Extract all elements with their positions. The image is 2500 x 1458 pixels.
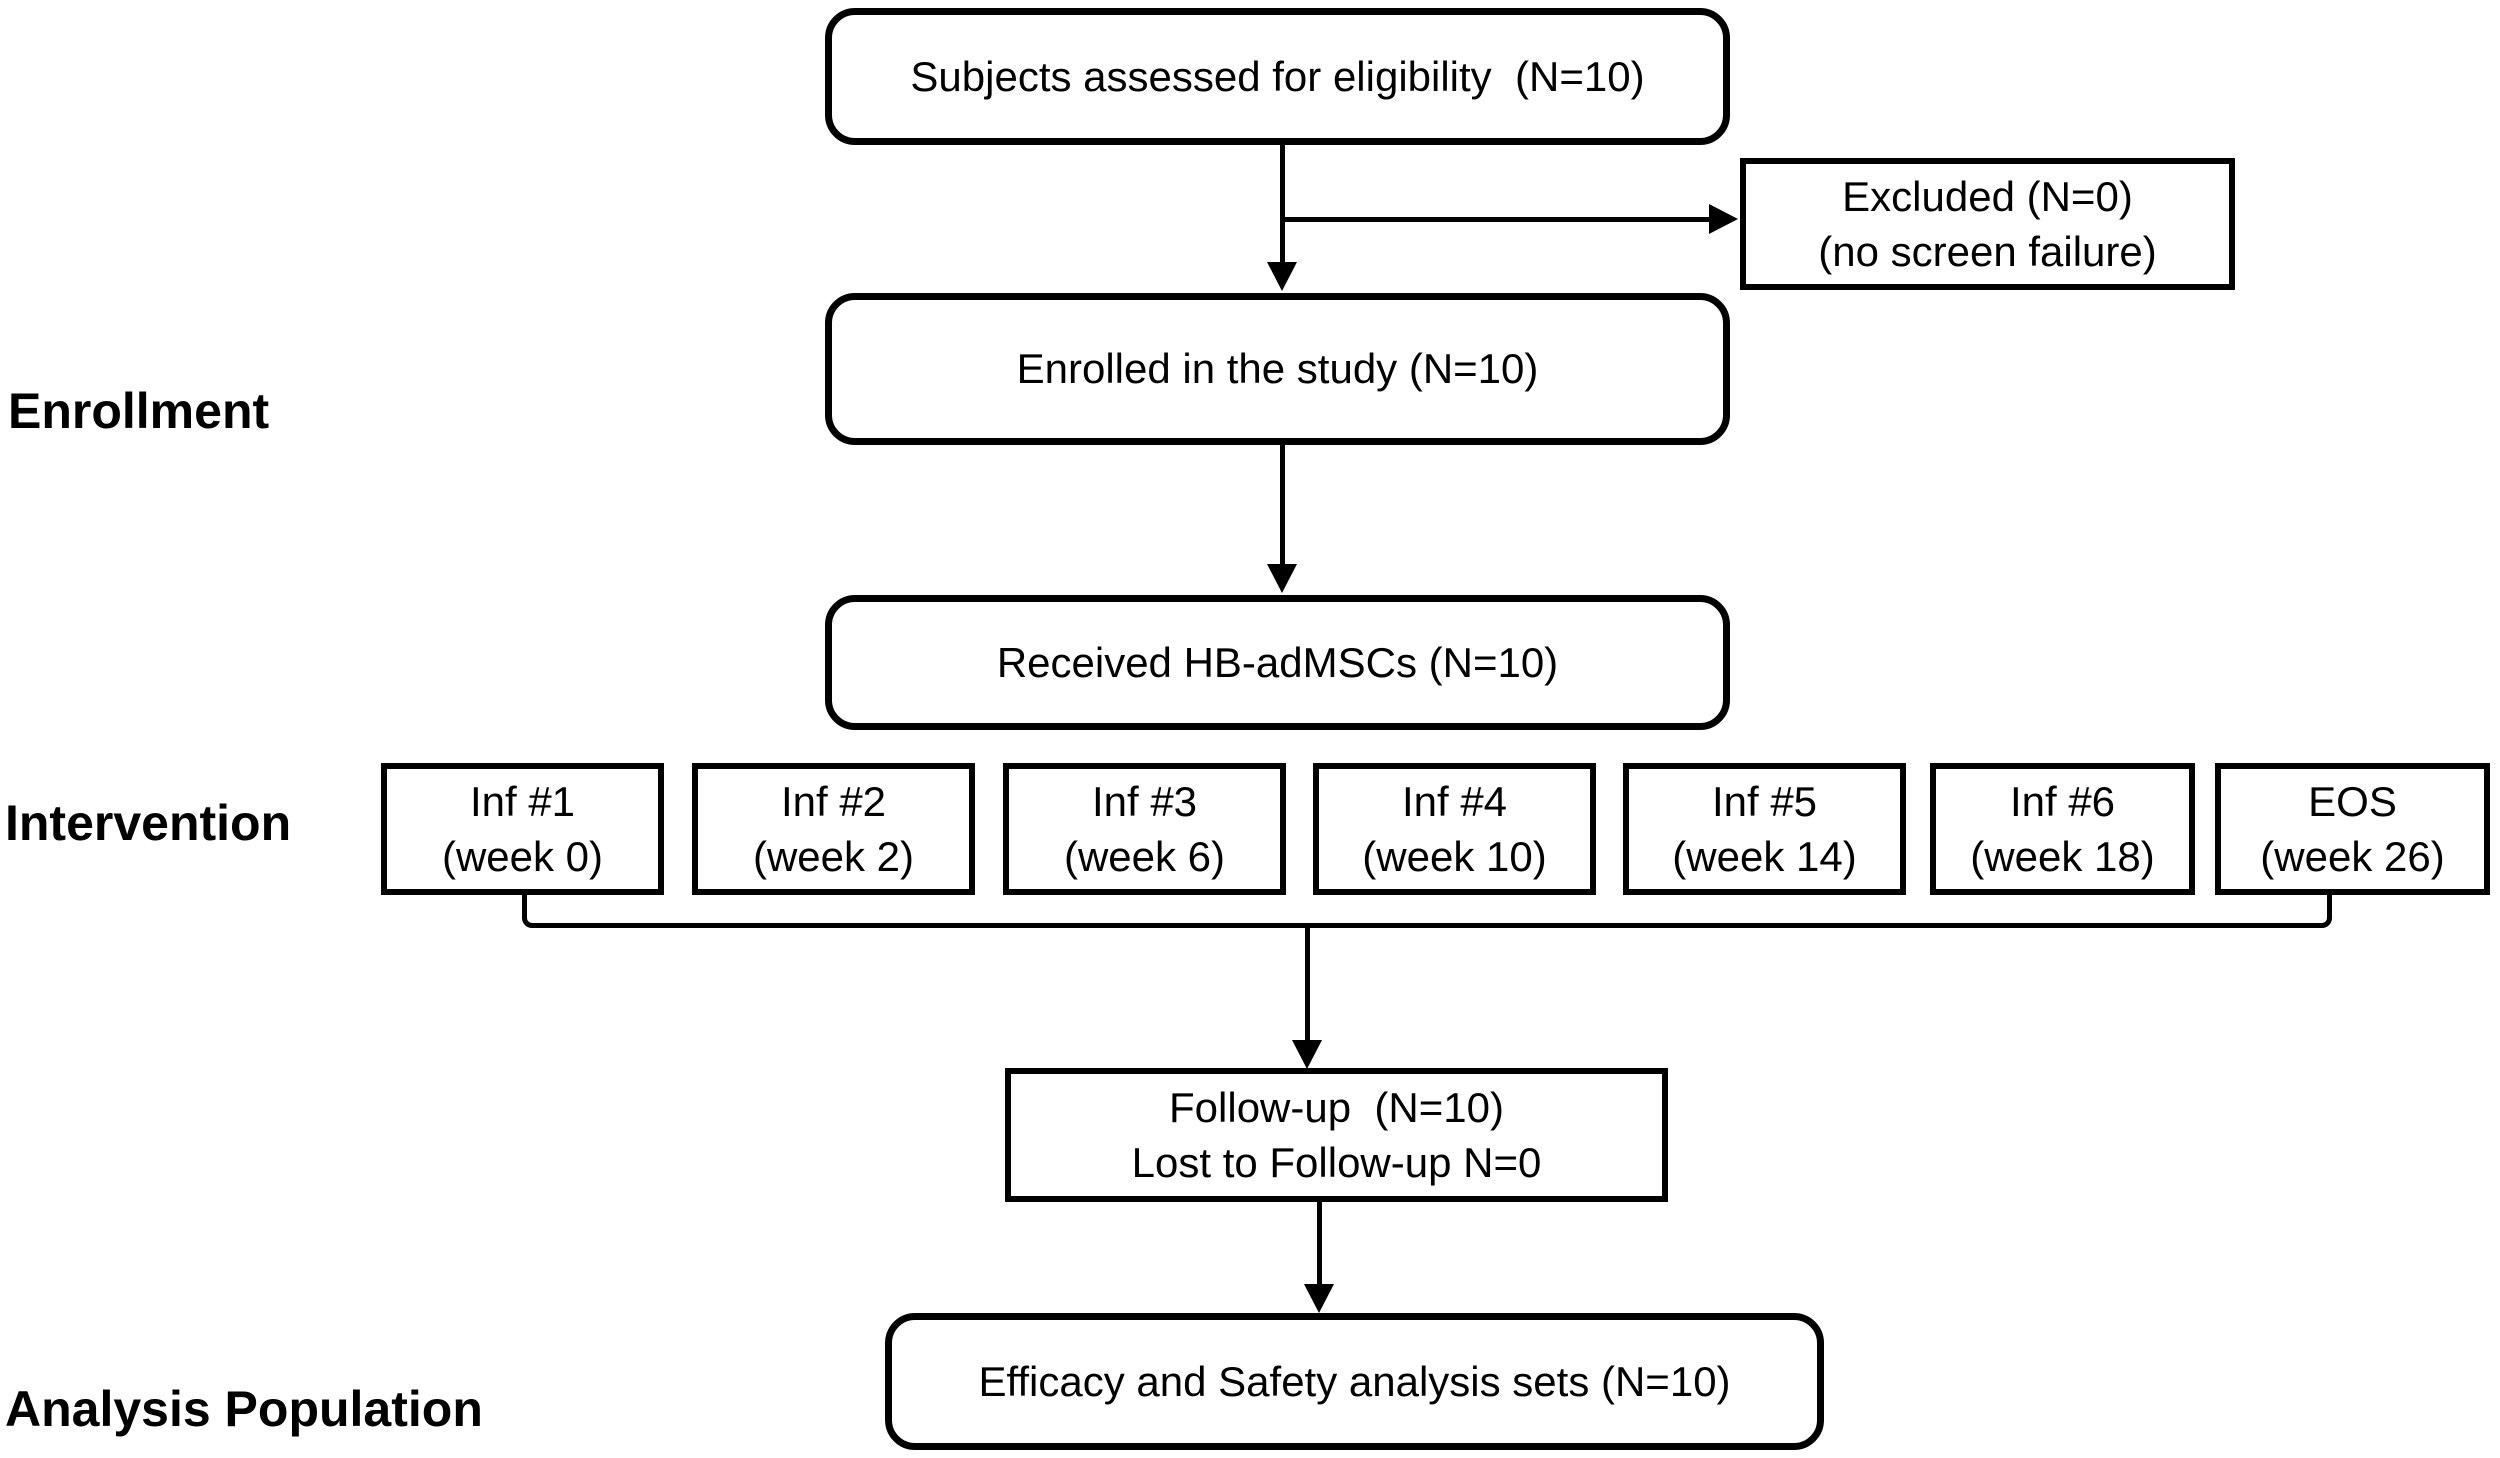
infusion-3-box — [1003, 763, 1286, 895]
infusion-6-label: Inf #6 — [2009, 777, 2116, 825]
infusion-6-box — [1930, 763, 2195, 895]
infusion-5-week: (week 14) — [1672, 833, 1857, 880]
infusion-4-box — [1313, 763, 1596, 895]
arrowhead-down-icon — [1267, 262, 1297, 291]
arrowhead-down-icon — [1292, 1040, 1322, 1069]
infusion-3-label: Inf #3 — [1091, 777, 1198, 825]
infusion-2-label: Inf #2 — [780, 777, 887, 825]
arrow-branch-to-excluded-line — [1280, 217, 1712, 222]
eligibility-box — [825, 8, 1730, 145]
arrowhead-right-icon — [1709, 204, 1738, 234]
followup-box-line1: Follow-up (N=10) — [1169, 1083, 1504, 1131]
end-of-study-week: (week 26) — [2260, 833, 2445, 880]
followup-box-line2: Lost to Follow-up N=0 — [1131, 1139, 1542, 1186]
stage-label-enrollment: Enrollment — [8, 383, 270, 439]
end-of-study-label: EOS — [2308, 777, 2397, 825]
received-box-text: Received HB-adMSCs (N=10) — [996, 638, 1559, 686]
stage-label-analysis-population: Analysis Population — [5, 1381, 483, 1437]
infusion-1-box — [381, 763, 664, 895]
excluded-box-line1: Excluded (N=0) — [1842, 172, 2133, 220]
enrolled-box — [825, 293, 1730, 445]
infusion-4-week: (week 10) — [1362, 833, 1547, 880]
infusion-5-label: Inf #5 — [1711, 777, 1818, 825]
infusion-5-box — [1623, 763, 1906, 895]
arrowhead-down-icon — [1304, 1284, 1334, 1313]
excluded-box-line2: (no screen failure) — [1818, 228, 2157, 275]
received-box — [825, 595, 1730, 730]
infusion-1-label: Inf #1 — [469, 777, 576, 825]
infusion-1-week: (week 0) — [441, 833, 604, 880]
infusion-4-label: Inf #4 — [1401, 777, 1508, 825]
intervention-bracket-connector — [522, 895, 2332, 928]
arrow-bracket-to-followup-line — [1305, 928, 1310, 1042]
arrow-followup-to-analysis-line — [1317, 1202, 1322, 1286]
infusion-3-week: (week 6) — [1063, 833, 1226, 880]
arrow-enrolled-to-received-line — [1280, 445, 1285, 566]
infusion-6-week: (week 18) — [1970, 833, 2155, 880]
stage-label-intervention: Intervention — [5, 795, 292, 851]
end-of-study-box — [2215, 763, 2490, 895]
enrolled-box-text: Enrolled in the study (N=10) — [1016, 345, 1539, 393]
infusion-2-box — [692, 763, 975, 895]
analysis-sets-box — [885, 1313, 1824, 1450]
arrow-eligibility-to-enrolled-line — [1280, 145, 1285, 264]
excluded-box — [1740, 158, 2235, 290]
infusion-2-week: (week 2) — [752, 833, 915, 880]
analysis-sets-box-text: Efficacy and Safety analysis sets (N=10) — [978, 1357, 1731, 1405]
followup-box — [1005, 1068, 1668, 1202]
arrowhead-down-icon — [1267, 564, 1297, 593]
eligibility-box-text: Subjects assessed for eligibility (N=10) — [910, 52, 1645, 100]
